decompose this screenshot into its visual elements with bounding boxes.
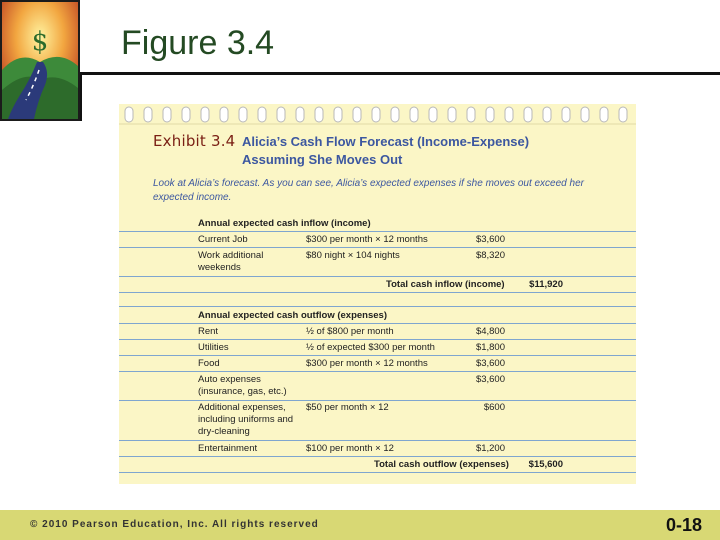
rule-line — [119, 231, 636, 232]
header-side-divider — [80, 75, 82, 121]
rule-line — [119, 339, 636, 340]
road-money-logo-icon — [0, 0, 80, 121]
table-row-label: Work additional weekends — [198, 250, 264, 273]
exhibit-number: Exhibit 3.4 — [153, 132, 236, 150]
outflow-total-label: Total cash outflow (expenses) — [374, 459, 509, 470]
exhibit-title-line2: Assuming She Moves Out — [242, 152, 403, 167]
table-row-calc: ½ of expected $300 per month — [306, 342, 435, 353]
table-row-amount: $3,600 — [475, 234, 505, 245]
exhibit-intro: Look at Alicia’s forecast. As you can see, Alicia’s expected expenses if she moves out exceed her expected income. — [153, 178, 584, 203]
rule-line — [119, 371, 636, 372]
table-row-amount: $1,200 — [475, 443, 505, 454]
table-row-label: Rent — [198, 326, 219, 337]
rule-line — [119, 247, 636, 248]
rule-line — [119, 355, 636, 356]
table-row-calc: ½ of $800 per month — [306, 326, 394, 337]
table-row-label: Additional expenses, including uniforms and dry-cleaning — [198, 402, 294, 437]
rule-line — [119, 306, 636, 307]
table-row-amount: $3,600 — [475, 358, 505, 369]
table-row-calc: $300 per month × 12 months — [306, 358, 428, 369]
table-row-amount: $3,600 — [475, 374, 505, 385]
header-divider — [80, 72, 720, 75]
table-row-amount: $1,800 — [475, 342, 505, 353]
outflow-header: Annual expected cash outflow (expenses) — [198, 310, 387, 321]
table-row-calc: $100 per month × 12 — [306, 443, 394, 454]
page-number: 0-18 — [665, 515, 702, 535]
exhibit-title — [242, 133, 529, 169]
exhibit-title-line1: Alicia’s Cash Flow Forecast (Income-Expense) — [242, 134, 530, 149]
rule-line — [119, 400, 636, 401]
rule-line — [119, 456, 636, 457]
rule-line — [119, 323, 636, 324]
rule-line — [119, 472, 636, 473]
table-row-amount: $8,320 — [475, 250, 505, 261]
slide-title: Figure 3.4 — [121, 24, 275, 62]
table-row-amount: $4,800 — [475, 326, 505, 337]
copyright-notice: © 2010 Pearson Education, Inc. All rights reserved — [30, 519, 319, 530]
table-row-label: Auto expenses (insurance, gas, etc.) — [198, 374, 287, 397]
rule-line — [119, 440, 636, 441]
table-row-calc: $50 per month × 12 — [306, 402, 389, 413]
table-row-label: Food — [198, 358, 220, 369]
table-row-amount: $600 — [483, 402, 505, 413]
outflow-total-value: $15,600 — [528, 459, 563, 470]
spiral-binding-icon — [119, 104, 636, 126]
svg-text:$: $ — [31, 27, 49, 57]
table-row-label: Utilities — [198, 342, 229, 353]
table-row-label: Current Job — [198, 234, 248, 245]
rule-line — [119, 276, 636, 277]
table-row-calc: $300 per month × 12 months — [306, 234, 428, 245]
exhibit-notebook-page — [119, 104, 636, 484]
table-row-calc: $80 night × 104 nights — [306, 250, 400, 261]
rule-line — [119, 292, 636, 293]
inflow-total-label: Total cash inflow (income) — [386, 279, 505, 290]
inflow-total-value: $11,920 — [529, 279, 563, 290]
inflow-header: Annual expected cash inflow (income) — [198, 218, 371, 229]
table-row-label: Entertainment — [198, 443, 258, 454]
